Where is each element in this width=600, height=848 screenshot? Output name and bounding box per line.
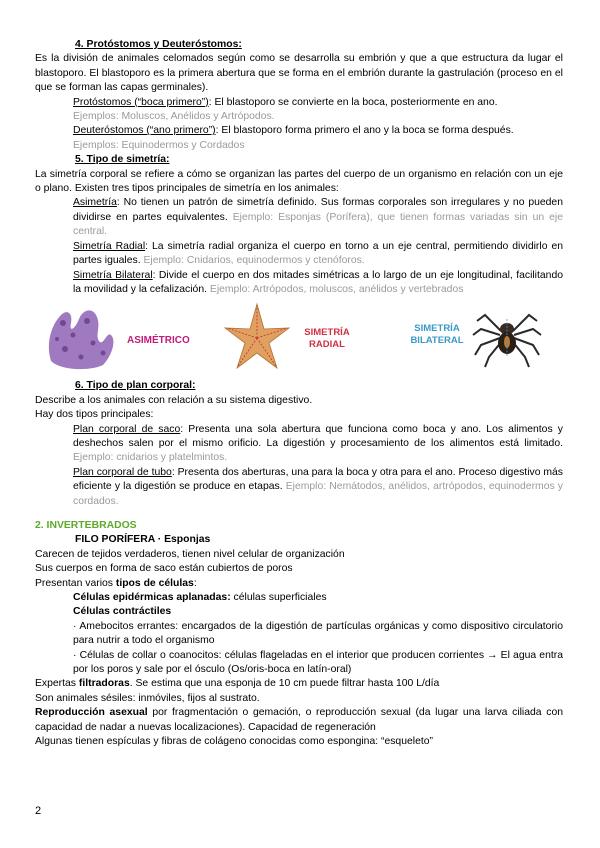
contractile-cells: Células contráctiles xyxy=(73,606,172,618)
section-4-intro: Es la división de animales celomados según como se desarrolla su embrión y que a que estructura da lugar el blastoporo. El blastoporo es la primera abertura que se forma en el embrión durante la gastrulación (proceso en el que se forman las capas germinales). xyxy=(35,53,563,94)
skeleton-line: Algunas tienen espículas y fibras de colágeno conocidas como espongina: “esqueleto” xyxy=(35,736,433,748)
deuterostomes-item xyxy=(73,124,563,138)
bilateral-term: Simetría Bilateral xyxy=(73,269,153,281)
filter-lead: Expertas xyxy=(35,678,79,690)
amoebocytes: · Amebocitos errantes: encargados de la digestión de partículas orgánicas y como dispositivo circulatorio para nutrir a todo el organismo xyxy=(73,620,563,647)
reproduction-bold: Reproducción asexual xyxy=(35,707,148,719)
phylum-porifera-heading: FILO PORÍFERA · Esponjas xyxy=(75,534,211,546)
asymmetric-label: ASIMÉTRICO xyxy=(127,335,190,347)
deuterostomes-example: Ejemplos: Equinodermos y Cordados xyxy=(73,139,245,151)
radial-text: : La simetría radial organiza el cuerpo en torno a un eje central, permitiendo dividirlo en partes iguales. xyxy=(73,240,564,267)
asymmetry-example: Ejemplo: Esponjas (Porífera), que tienen formas variadas sin un eje central. xyxy=(73,211,563,238)
asymmetry-item xyxy=(73,196,563,239)
reproduction-line xyxy=(35,706,563,735)
epidermal-cells xyxy=(73,591,563,605)
reproduction-text: por fragmentación o gemación, o reproducción sexual (da lugar una larva ciliada con capacidad de nadar a nuevas localizaciones). Capacidad de regeneración xyxy=(35,707,563,733)
section-6-intro-1: Describe a los animales con relación a su sistema digestivo. xyxy=(35,394,313,406)
sac-plan-term: Plan corporal de saco xyxy=(73,423,181,435)
sac-plan-example: Ejemplo: cnidarios y platelmintos. xyxy=(73,452,228,464)
porifera-line-1: Carecen de tejidos verdaderos, tienen nivel celular de organización xyxy=(35,548,345,560)
section-6-intro-2: Hay dos tipos principales: xyxy=(35,409,154,421)
tube-plan-example: Ejemplo: Nemátodos, anélidos, artrópodos, equinodermos y cordados. xyxy=(73,481,563,507)
protostomes-example: Ejemplos: Moluscos, Anélidos y Artrópodos. xyxy=(73,111,275,123)
asymmetry-text: : No tienen un patrón de simetría definido. Sus formas corporales son irregulares y no pueden dividirse en partes equivalentes. xyxy=(73,197,563,223)
section-5-intro: La simetría corporal se refiere a cómo se organizan las partes del cuerpo de un organismo en relación con un eje o plano. Existen tres tipos principales de simetría en los animales: xyxy=(35,168,563,195)
symmetry-figure xyxy=(35,301,563,373)
protostomes-text: : El blastoporo se convierte en la boca, posteriormente en ano. xyxy=(208,96,498,108)
porifera-line-2: Sus cuerpos en forma de saco están cubiertos de poros xyxy=(35,563,293,575)
cell-types-bold: tipos de células xyxy=(115,577,194,589)
deuterostomes-term: Deuteróstomos (“ano primero”) xyxy=(73,125,216,137)
cell-types-colon: : xyxy=(193,577,197,589)
bilateral-label-1: SIMETRÍA xyxy=(414,323,460,335)
sac-plan-item xyxy=(73,423,563,466)
asymmetry-term: Asimetría xyxy=(73,197,117,209)
filter-feeders xyxy=(35,677,563,691)
protostomes-item xyxy=(73,96,563,110)
epidermal-cells-text: células superficiales xyxy=(230,592,327,603)
tube-plan-term: Plan corporal de tubo xyxy=(73,466,172,478)
section-5-title: 5. Tipo de simetría: xyxy=(75,154,170,166)
tube-plan-text: : Presenta dos aberturas, una para la boca y otra para el ano. Proceso digestivo más eficiente y la digestión se produce en etapas. xyxy=(73,466,563,493)
deuterostomes-text: : El blastoporo forma primero el ano y la boca se forma después. xyxy=(215,125,514,137)
radial-example: Ejemplo: Cnidarios, equinodermos y ctenóforos. xyxy=(140,255,365,267)
sessile-line: Son animales sésiles: inmóviles, fijos al sustrato. xyxy=(35,692,260,704)
tube-plan-item xyxy=(73,466,563,509)
bilateral-example: Ejemplo: Artrópodos, moluscos, anélidos y vertebrados xyxy=(207,283,464,295)
bilateral-label-2: BILATERAL xyxy=(410,335,464,347)
radial-label-2: RADIAL xyxy=(309,339,345,351)
starfish-illustration xyxy=(207,301,357,373)
bilateral-text: : Divide el cuerpo en dos mitades simétricas a lo largo de un eje longitudinal, facilitando la movilidad y la cefalización. xyxy=(73,269,563,295)
choanocytes: · Células de collar o coanocitos: células flageladas en el interior que producen corrientes → El agua entra por los poros y sale por el ósculo (Os/oris-boca en latín-oral) xyxy=(73,649,563,676)
epidermal-cells-term: Células epidérmicas aplanadas: xyxy=(73,592,231,603)
filter-bold: filtradoras xyxy=(78,678,130,690)
spider-illustration xyxy=(407,301,557,373)
sponge-illustration xyxy=(41,301,211,373)
filter-rest: . Se estima que una esponja de 10 cm puede filtrar hasta 100 L/día xyxy=(129,678,440,690)
section-6-title: 6. Tipo de plan corporal: xyxy=(75,380,196,392)
protostomes-term: Protóstomos (“boca primero”) xyxy=(73,96,209,108)
section-4-title: 4. Protóstomos y Deuteróstomos: xyxy=(75,39,242,50)
invertebrates-heading: 2. INVERTEBRADOS xyxy=(35,519,137,531)
bilateral-item xyxy=(73,269,563,298)
radial-item xyxy=(73,240,563,269)
page-content xyxy=(35,38,563,749)
porifera-line-3 xyxy=(35,577,563,591)
radial-term: Simetría Radial xyxy=(73,240,146,252)
cell-types-lead: Presentan varios xyxy=(35,577,116,589)
page-number: 2 xyxy=(35,805,42,817)
radial-label-1: SIMETRÍA xyxy=(304,327,350,339)
sac-plan-text: : Presenta una sola abertura que funciona como boca y ano. Los alimentos y deshechos salen por el mismo orificio. La digestión y procesamiento de los alimentos está limitado. xyxy=(73,423,563,449)
